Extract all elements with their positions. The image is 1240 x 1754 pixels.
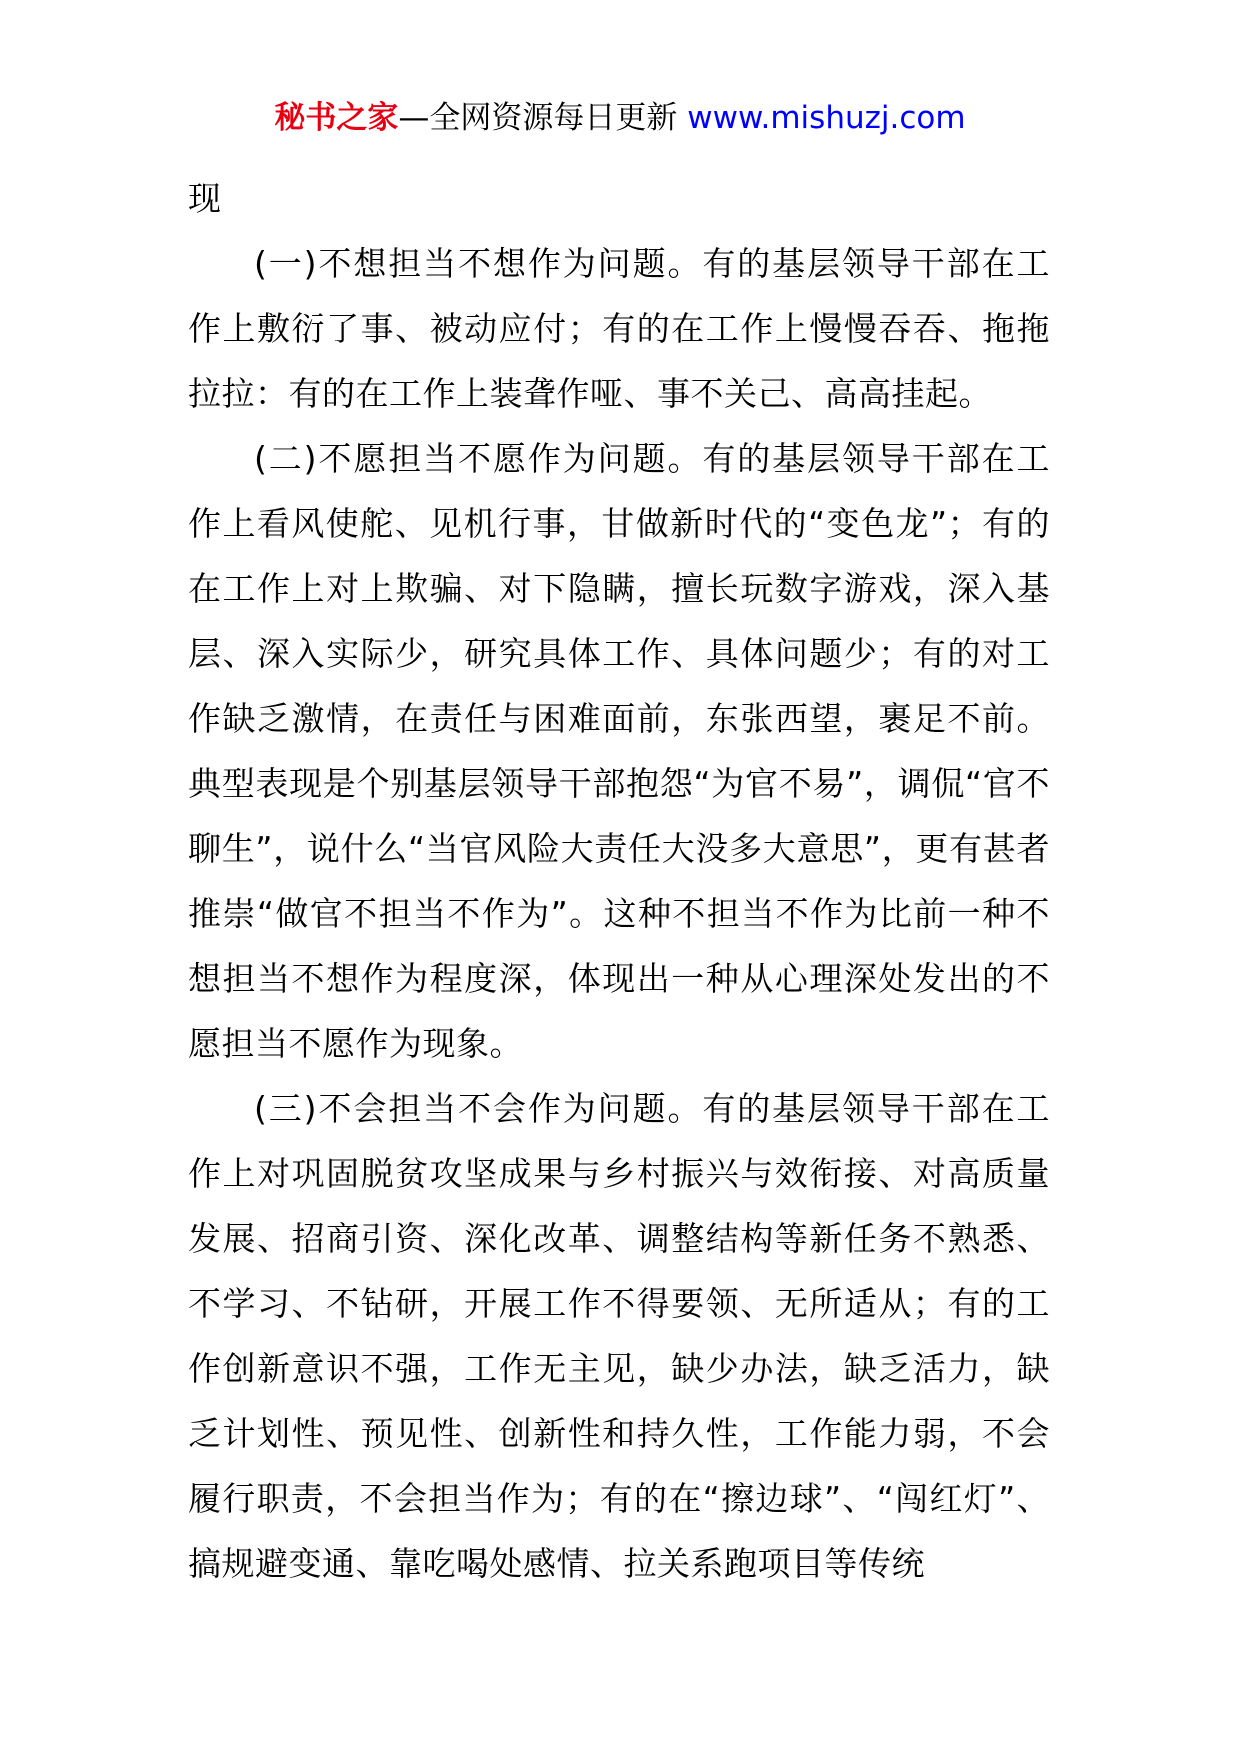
brand-name: 秘书之家	[274, 100, 399, 136]
header-tagline: —全网资源每日更新	[398, 100, 688, 136]
continuation-line: 现	[188, 179, 222, 218]
page-header	[0, 98, 1240, 138]
site-url[interactable]: www.mishuzj.com	[687, 100, 966, 136]
document-body	[188, 166, 1050, 1596]
paragraph-1: (一)不想担当不想作为问题。有的基层领导干部在工作上敷衍了事、被动应付；有的在工作上慢慢吞吞、拖拖拉拉：有的在工作上装聋作哑、事不关己、高高挂起。	[188, 244, 1050, 413]
paragraph-2: (二)不愿担当不愿作为问题。有的基层领导干部在工作上看风使舵、见机行事，甘做新时代的“变色龙”；有的在工作上对上欺骗、对下隐瞒，擅长玩数字游戏，深入基层、深入实际少，研究具体工作、具体问题少；有的对工作缺乏激情，在责任与困难面前，东张西望，裹足不前。典型表现是个别基层领导干部抱怨“为官不易”，调侃“官不聊生”，说什么“当官风险大责任大没多大意思”，更有甚者推崇“做官不担当不作为”。这种不担当不作为比前一种不想担当不想作为程度深，体现出一种从心理深处发出的不愿担当不愿作为现象。	[188, 439, 1050, 1063]
paragraph-3: (三)不会担当不会作为问题。有的基层领导干部在工作上对巩固脱贫攻坚成果与乡村振兴与效衔接、对高质量发展、招商引资、深化改革、调整结构等新任务不熟悉、不学习、不钻研，开展工作不得要领、无所适从；有的工作创新意识不强，工作无主见，缺少办法，缺乏活力，缺乏计划性、预见性、创新性和持久性，工作能力弱，不会履行职责，不会担当作为；有的在“擦边球”、“闯红灯”、搞规避变通、靠吃喝处感情、拉关系跑项目等传统	[188, 1089, 1050, 1583]
